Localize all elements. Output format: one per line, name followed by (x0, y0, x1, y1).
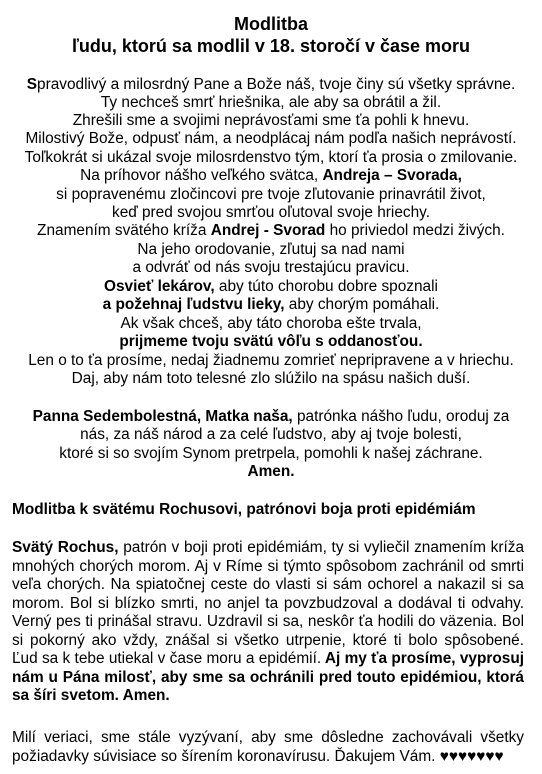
prayer-text: aby túto chorobu dobre spoznali (214, 278, 438, 295)
prayer-line: Daj, aby nám toto telesné zlo slúžilo na spásu našich duší. (71, 370, 471, 387)
prayer-line: si popravenému zločincovi pre tvoje zľutovanie prinavrátil život, (56, 186, 486, 203)
prayer-line: Milostivý Bože, odpusť nám, a neodplácaj nám podľa našich neprávostí. (25, 130, 517, 147)
prayer-text: Na príhovor nášho veľkého svätca, (80, 167, 323, 184)
rochus-heading: Modlitba k svätému Rochusovi, patrónovi boja proti epidémiám (12, 501, 476, 518)
emphasis-text: Panna Sedembolestná, Matka naša, (32, 408, 293, 425)
prayer-line (0, 296, 542, 314)
prayer-line (0, 76, 542, 94)
prayer-text: ho priviedol medzi živých. (325, 222, 505, 239)
closing-paragraph (12, 729, 524, 766)
prayer-text: Znamením svätého kríža (37, 222, 211, 239)
emphasis-text: Aj my ťa prosíme, vyprosuj nám u Pána milosť, aby sme sa ochránili pred touto epidémiou, ktorá sa šíri svetom. Amen. (12, 650, 524, 704)
closing-text: Milí veriaci, sme stále vyzývaní, aby sme dôsledne zachovávali všetky požiadavky súvisiace so šírením koronavírusu. Ďakujem Vám. (12, 729, 524, 765)
document-subtitle: ľudu, ktorú sa modlil v 18. storočí v čase moru (71, 36, 471, 56)
amen-line: Amen. (247, 463, 295, 480)
marian-prayer-line: nás, za náš národ a za celé ľudstvo, aby aj tvoje bolesti, (80, 426, 462, 443)
prayer-text: patrónka nášho ľudu, oroduj za (292, 408, 510, 425)
marian-prayer-line (0, 408, 542, 426)
prayer-line (0, 278, 542, 296)
prayer-line: Zhrešili sme a svojimi neprávosťami sme ťa pohli k hnevu. (72, 112, 470, 129)
rochus-paragraph (12, 539, 524, 706)
saint-name: Andrej - Svorad (210, 222, 326, 239)
prayer-line: Na jeho orodovanie, zľutuj sa nad nami (137, 241, 405, 258)
prayer-line (0, 222, 542, 240)
saint-name: Svätý Rochus, (12, 539, 119, 556)
prayer-line: Toľkokrát si ukázal svoje milosrdenstvo tým, ktorí ťa prosia o zmilovanie. (24, 149, 518, 166)
prayer-line: Len o to ťa prosíme, nedaj žiadnemu zomrieť nepripravene a v hriechu. (28, 352, 514, 369)
prayer-line: keď pred svojou smrťou oľutoval svoje hriechy. (112, 204, 430, 221)
document-title: Modlitba (234, 14, 308, 34)
prayer-line: Ak však chceš, aby táto choroba ešte trvala, (120, 315, 422, 332)
paragraph-text: patrón v boji proti epidémiám, ty si vyliečil znamením kríža mnohých chorých morom. Aj v Ríme si týmto spôsobom zachránil od smrti veľa chorých. Na spiatočnej ceste do vlasti si sám ochorel a nakazil si sa morom. Bol si blízko smrti, no anjel ta povzbudzoval a dodával ti odvahy. Verný pes ti prinášal stravu. Uzdravil si sa, neskôr ťa hodili do väzenia. Bol si pokorný ako vždy, znášal si všetko utrpenie, ktoré ti bolo spôsobené. Ľud sa k tebe utiekal v čase moru a epidémií. (12, 539, 525, 667)
prayer-line: Ty nechceš smrť hriešnika, ale aby sa obrátil a žil. (100, 94, 442, 111)
saint-name: Andreja – Svorada, (322, 167, 462, 184)
drop-letter: S (26, 76, 38, 93)
prayer-line (0, 167, 542, 185)
prayer-line-bold: prijmeme tvoju svätú vôľu s oddanosťou. (119, 333, 423, 350)
hearts-icon: ♥♥♥♥♥♥♥ (439, 747, 504, 765)
prayer-text: pravodlivý a milosrdný Pane a Bože náš, tvoje činy sú všetky správne. (37, 76, 516, 93)
prayer-text: aby chorým pomáhali. (284, 296, 440, 313)
emphasis-text: Osvieť lekárov, (104, 278, 215, 295)
emphasis-text: a požehnaj ľudstvu lieky, (102, 296, 285, 313)
marian-prayer-line: ktoré si so svojím Synom pretrpela, pomohli k našej záchrane. (59, 445, 483, 462)
prayer-line: a odvráť od nás svoju trestajúcu pravicu. (132, 259, 410, 276)
